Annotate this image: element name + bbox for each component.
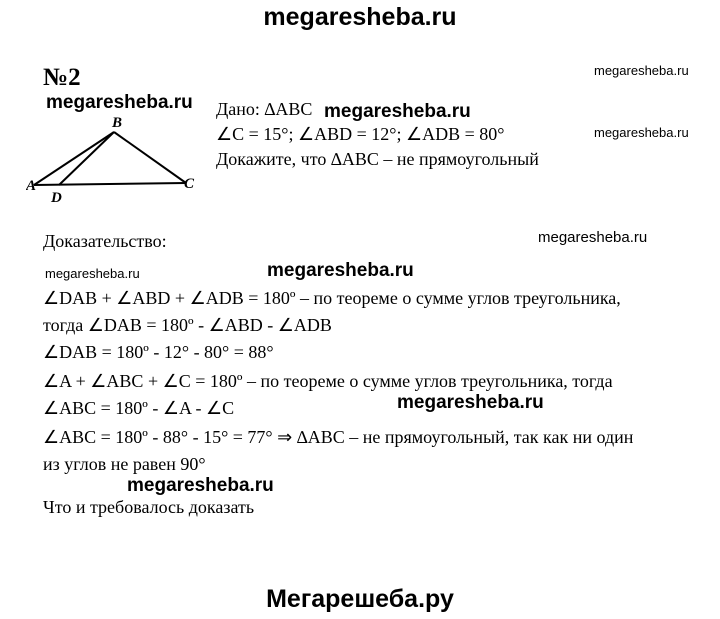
side-ab [34,132,114,185]
proof-line: Что и требовалось доказать [43,497,255,517]
watermark: megaresheba.ru [46,92,193,113]
watermark: megaresheba.ru [45,266,140,281]
side-bc [114,132,186,183]
task-number: №2 [43,64,81,91]
segment-bd [59,132,114,185]
proof-line: ∠DAB = 180º - 12° - 80° = 88° [43,342,274,362]
watermark: megaresheba.ru [324,101,471,122]
proof-line: из углов не равен 90° [43,454,206,474]
site-header: megaresheba.ru [263,3,457,31]
watermark: megaresheba.ru [538,229,648,246]
label-a: A [26,178,37,194]
proof-line: ∠DAB + ∠ABD + ∠ADB = 180º – по теореме о сумме углов треугольника, [43,288,621,308]
watermark: megaresheba.ru [267,260,414,281]
proof-line: ∠A + ∠ABC + ∠C = 180º – по теореме о сумме углов треугольника, тогда [43,371,613,391]
proof-heading: Доказательство: [43,231,167,251]
label-d: D [51,190,62,204]
watermark: megaresheba.ru [127,475,274,496]
watermark: megaresheba.ru [594,63,689,78]
watermark: megaresheba.ru [397,392,544,413]
prove-statement: Докажите, что ∆ABC – не прямоугольный [216,149,539,169]
proof-line: тогда ∠DAB = 180º - ∠ABD - ∠ADB [43,315,332,335]
given-conditions: ∠C = 15°; ∠ABD = 12°; ∠ADB = 80° [216,124,505,144]
watermark: megaresheba.ru [594,125,689,140]
proof-line: ∠ABC = 180º - ∠A - ∠C [43,398,235,418]
proof-line: ∠ABC = 180º - 88° - 15° = 77° ⇒ ∆ABC – не прямоугольный, так как ни один [43,427,634,447]
label-c: C [184,176,195,192]
side-ac [34,183,186,185]
label-b: B [112,115,123,131]
site-footer: Мегарешеба.ру [266,585,454,613]
given-text: Дано: ∆ABC [216,99,313,119]
triangle-figure [26,112,216,204]
